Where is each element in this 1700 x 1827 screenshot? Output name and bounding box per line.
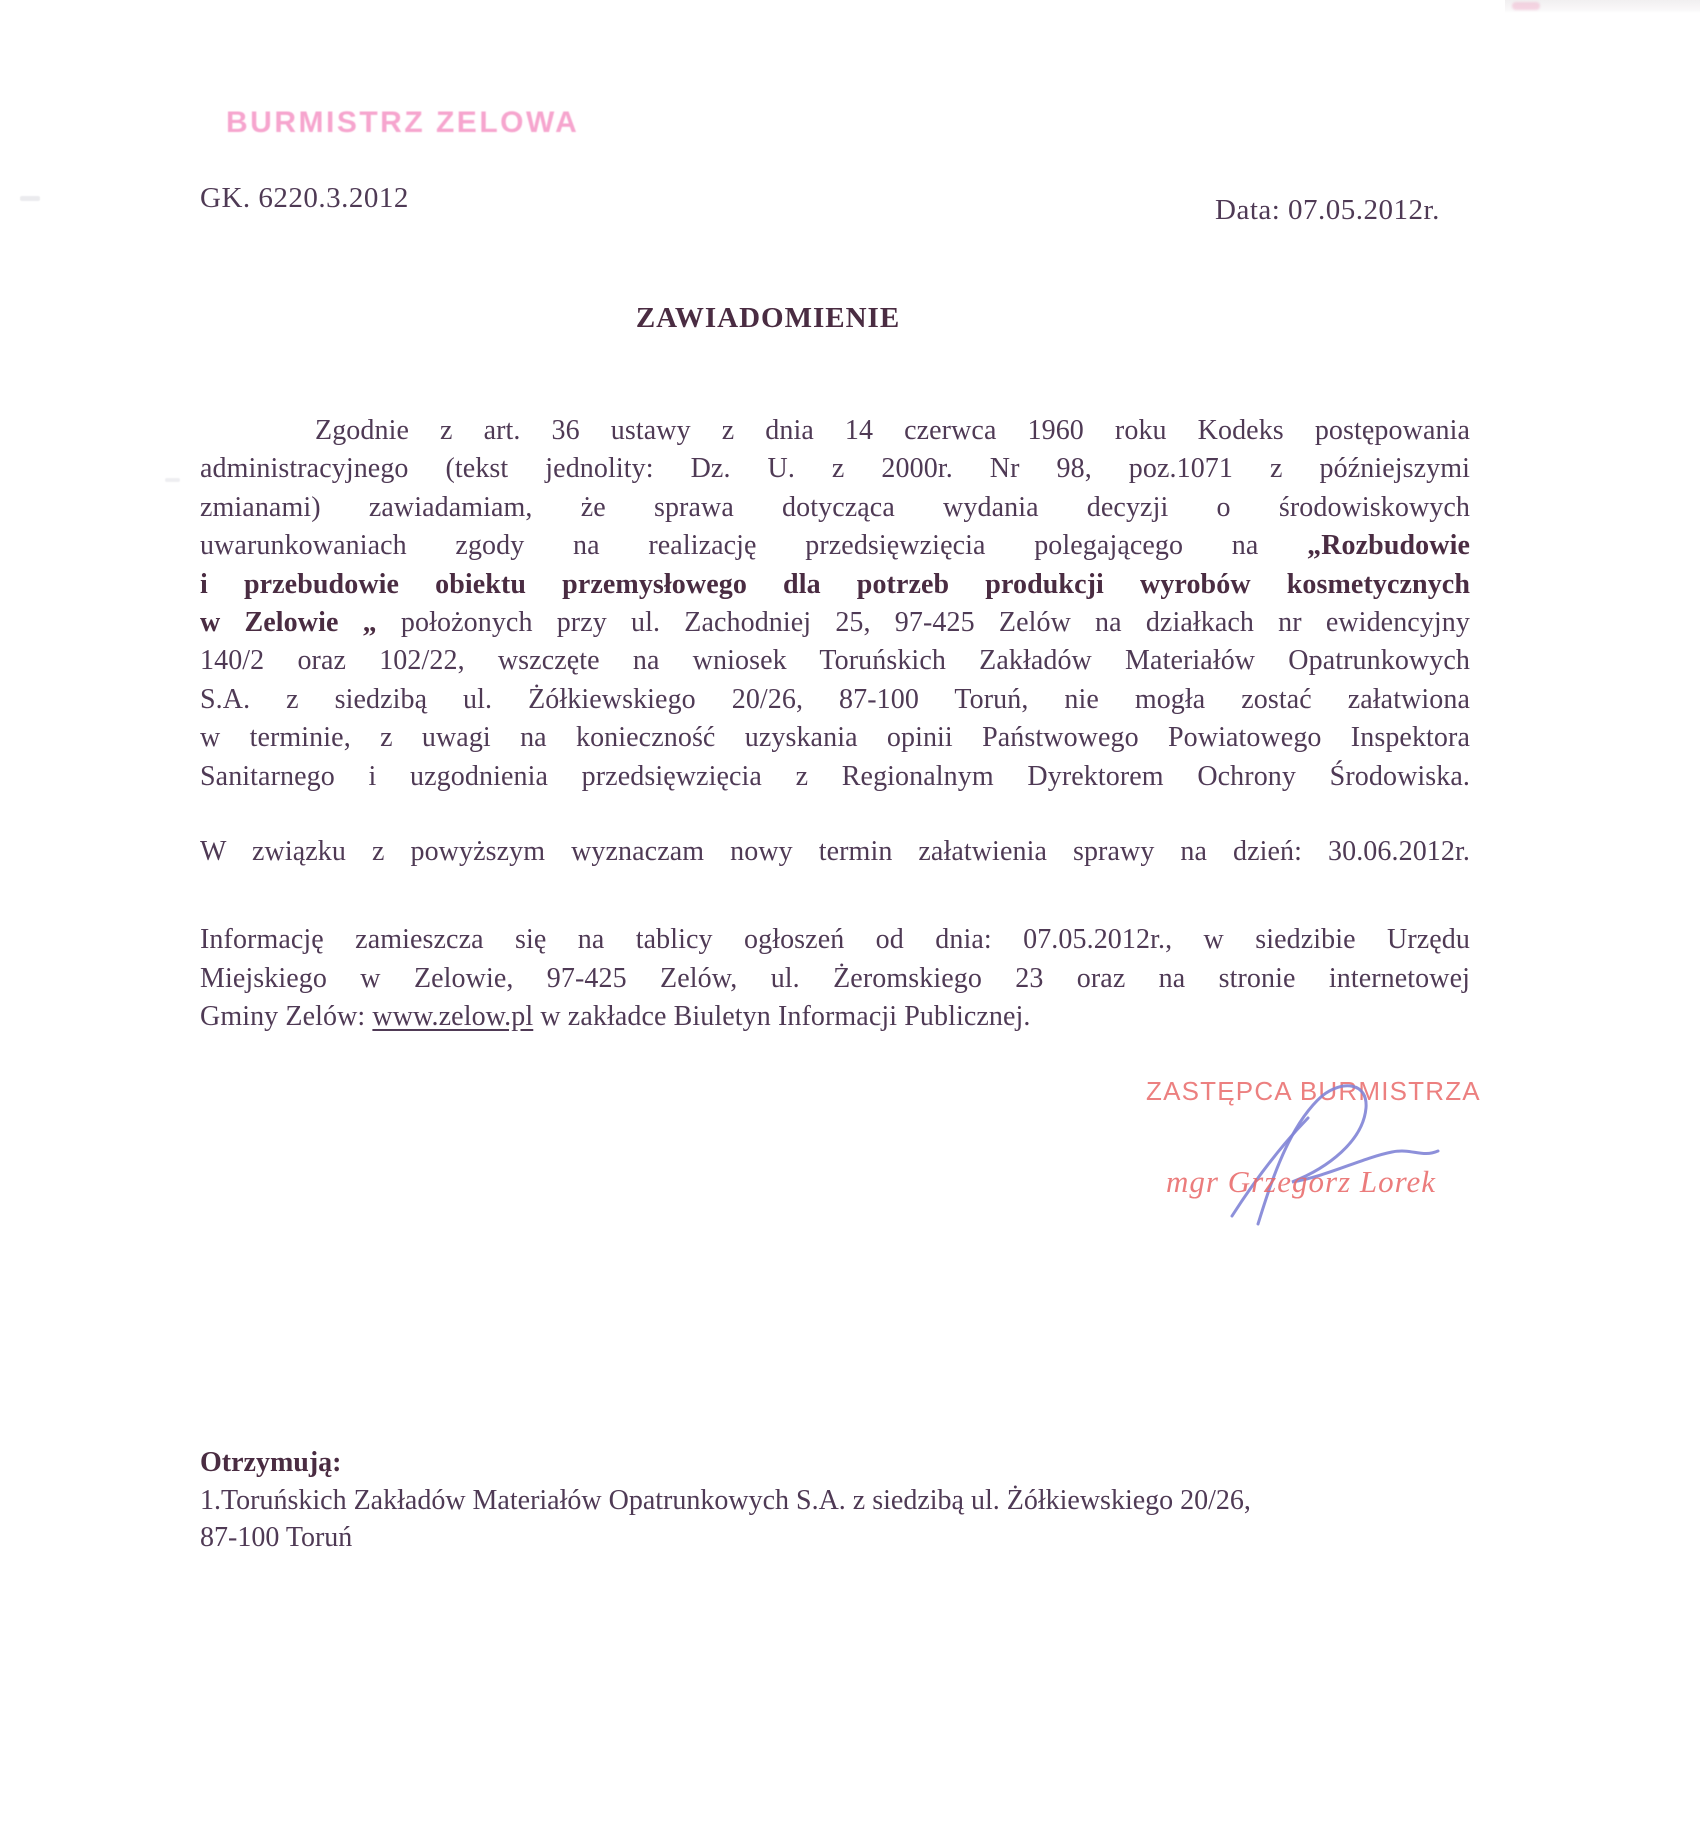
text-line bbox=[200, 412, 1470, 450]
text-line bbox=[200, 642, 1470, 680]
sender-office-stamp: BURMISTRZ ZELOWA bbox=[226, 106, 580, 139]
text-line bbox=[200, 719, 1470, 757]
text-line bbox=[200, 921, 1470, 959]
bold-text-segment: i przebudowie obiektu przemysłowego dla potrzeb produkcji wyrobów kosmetycznych bbox=[200, 568, 1470, 600]
text-segment: 140/2 oraz 102/22, wszczęte na wniosek Toruńskich Zakładów Materiałów Opatrunkowych bbox=[200, 645, 1470, 677]
text-line bbox=[200, 833, 1470, 871]
paragraph bbox=[200, 833, 1470, 871]
text-segment: Zgodnie z art. 36 ustawy z dnia 14 czerwca 1960 roku Kodeks postępowania bbox=[315, 415, 1470, 446]
text-segment: Sanitarnego i uzgodnienia przedsięwzięcia z Regionalnym Dyrektorem Ochrony Środowiska. bbox=[200, 760, 1470, 792]
scan-artifact-smudge bbox=[1512, 2, 1540, 10]
distribution-heading: Otrzymują: bbox=[200, 1447, 342, 1478]
distribution-line: 1.Toruńskich Zakładów Materiałów Opatrunkowych S.A. z siedzibą ul. Żółkiewskiego 20/26, bbox=[200, 1484, 1251, 1516]
text-line bbox=[200, 758, 1470, 796]
paragraph bbox=[200, 921, 1470, 1036]
distribution-list bbox=[200, 1444, 1490, 1557]
bold-text-segment: „Rozbudowie bbox=[1307, 530, 1470, 562]
url-text: www.zelow.pl bbox=[372, 1001, 534, 1033]
text-segment: W związku z powyższym wyznaczam nowy termin załatwienia sprawy na dzień: 30.06.2012r. bbox=[200, 836, 1470, 868]
distribution-line: 87-100 Toruń bbox=[200, 1522, 353, 1553]
text-line bbox=[200, 527, 1470, 565]
text-line bbox=[200, 998, 1470, 1036]
text-segment: zmianami) zawiadamiam, że sprawa dotycząca wydania decyzji o środowiskowych bbox=[200, 491, 1470, 523]
text-segment: w zakładce Biuletyn Informacji Publicznej. bbox=[533, 1001, 1031, 1033]
document-date: Data: 07.05.2012r. bbox=[1215, 194, 1440, 226]
text-segment: Informację zamieszcza się na tablicy ogłoszeń od dnia: 07.05.2012r., w siedzibie Urzędu bbox=[200, 924, 1470, 956]
text-segment: S.A. z siedzibą ul. Żółkiewskiego 20/26, 87-100 Toruń, nie mogła zostać załatwiona bbox=[200, 683, 1470, 715]
paragraph bbox=[200, 412, 1470, 796]
bold-text-segment: w Zelowie „ bbox=[200, 607, 401, 639]
text-line bbox=[200, 604, 1470, 642]
scan-artifact-dash bbox=[20, 196, 40, 201]
text-segment: Gminy Zelów: bbox=[200, 1001, 373, 1033]
text-line bbox=[200, 489, 1470, 527]
text-segment: administracyjnego (tekst jednolity: Dz. U. z 2000r. Nr 98, poz.1071 z późniejszymi bbox=[200, 453, 1470, 485]
reference-number: GK. 6220.3.2012 bbox=[200, 182, 409, 214]
text-line bbox=[200, 566, 1470, 604]
text-segment: uwarunkowaniach zgody na realizację przedsięwzięcia polegającego na bbox=[200, 530, 1308, 562]
text-line bbox=[200, 960, 1470, 998]
signer-name-stamp: mgr Grzegorz Lorek bbox=[1166, 1164, 1437, 1199]
handwritten-signature-ink bbox=[1170, 1066, 1470, 1236]
text-line bbox=[200, 450, 1470, 488]
document-title: ZAWIADOMIENIE bbox=[635, 302, 901, 334]
text-segment: Miejskiego w Zelowie, 97-425 Zelów, ul. Żeromskiego 23 oraz na stronie internetowej bbox=[200, 962, 1470, 994]
text-line bbox=[200, 681, 1470, 719]
text-segment: w terminie, z uwagi na konieczność uzyskania opinii Państwowego Powiatowego Inspektora bbox=[200, 722, 1470, 754]
deputy-mayor-role-stamp: ZASTĘPCA BURMISTRZA bbox=[1146, 1076, 1481, 1106]
scan-artifact-dash bbox=[165, 478, 180, 482]
text-segment: położonych przy ul. Zachodniej 25, 97-425 Zelów na działkach nr ewidencyjny bbox=[400, 607, 1470, 639]
document-body bbox=[200, 412, 1470, 1037]
